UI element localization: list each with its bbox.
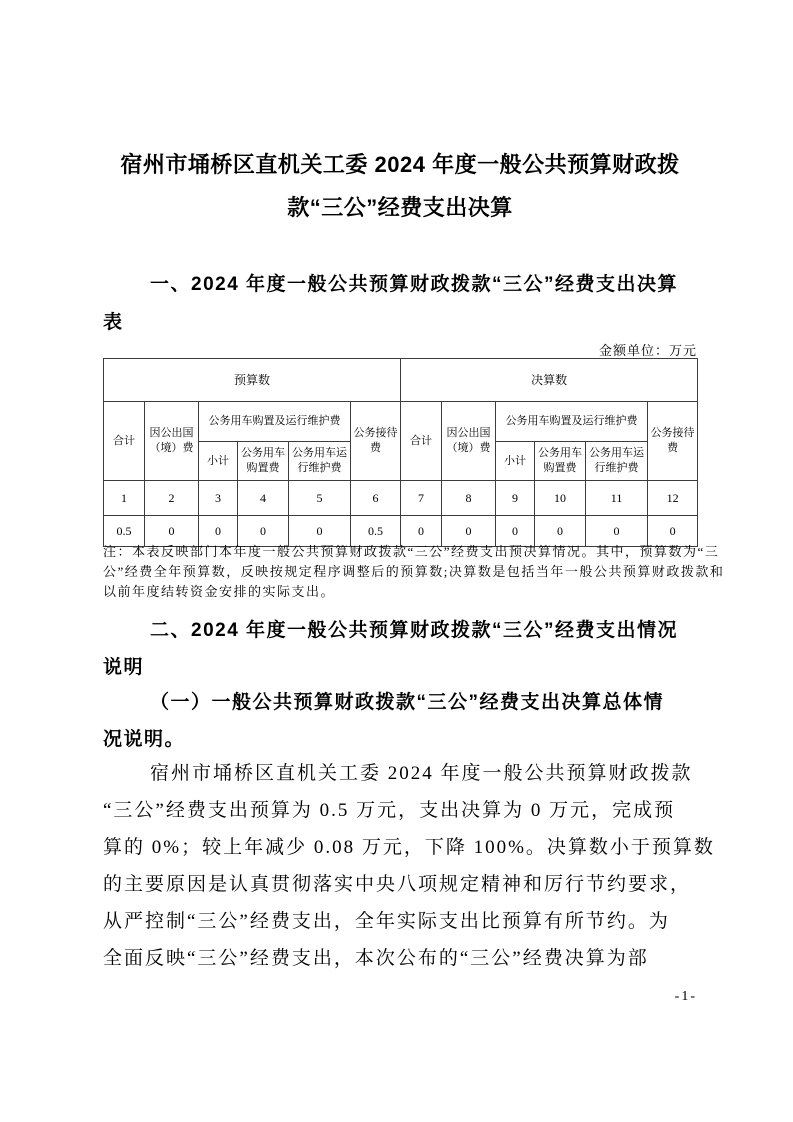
body-line: “三公”经费支出预算为 0.5 万元，支出决算为 0 万元，完成预	[103, 800, 676, 821]
table-cell: 0	[648, 516, 698, 547]
page-number: -1-	[674, 989, 697, 1004]
note-line: 公”经费全年预算数，反映按规定程序调整后的预算数;决算数是包括当年一般公共预算财政拨款和	[103, 564, 725, 579]
table-cell: 6	[351, 481, 401, 516]
table-cell: 0	[145, 516, 199, 547]
amount-unit-label: 金额单位：万元	[598, 343, 697, 358]
col-header-maintenance-final: 公务用车运行维护费	[586, 442, 648, 481]
section1-heading	[103, 266, 697, 342]
table-cell: 0	[442, 516, 496, 547]
table-row-column-numbers	[104, 481, 698, 516]
col-header-abroad-budget: 因公出国（境）费	[145, 402, 199, 481]
table-cell: 12	[648, 481, 698, 516]
table-cell: 0	[586, 516, 648, 547]
table-cell: 0	[535, 516, 586, 547]
heading-line: 一、2024 年度一般公共预算财政拨款“三公”经费支出决算	[150, 274, 679, 295]
heading-line: 况说明。	[103, 729, 186, 750]
table-cell: 0	[289, 516, 351, 547]
group-header-budget: 预算数	[104, 359, 401, 402]
table-cell: 3	[199, 481, 238, 516]
section2-heading	[103, 612, 697, 686]
table-cell: 0	[238, 516, 289, 547]
body-line: 从严控制“三公”经费支出，全年实际支出比预算有所节约。为	[103, 911, 670, 932]
col-header-total-final: 合计	[401, 402, 442, 481]
title-line: 宿州市埇桥区直机关工委 2024 年度一般公共预算财政拨	[120, 152, 680, 177]
table-row-group-headers	[104, 359, 698, 402]
col-header-abroad-final: 因公出国（境）费	[442, 402, 496, 481]
table-cell: 0	[199, 516, 238, 547]
col-header-vehicle-group-final: 公务用车购置及运行维护费	[496, 402, 648, 442]
col-header-total-budget: 合计	[104, 402, 145, 481]
table-cell: 5	[289, 481, 351, 516]
table-row-headers-1	[104, 402, 698, 442]
body-line: 宿州市埇桥区直机关工委 2024 年度一般公共预算财政拨款	[150, 763, 693, 784]
group-header-final: 决算数	[401, 359, 698, 402]
table-cell: 11	[586, 481, 648, 516]
table-cell: 2	[145, 481, 199, 516]
body-line: 全面反映“三公”经费支出，本次公布的“三公”经费决算为部	[103, 948, 649, 969]
table-cell: 8	[442, 481, 496, 516]
col-header-reception-final: 公务接待费	[648, 402, 698, 481]
table-cell: 0	[496, 516, 535, 547]
col-header-purchase-final: 公务用车购置费	[535, 442, 586, 481]
body-paragraph	[103, 755, 715, 977]
note-line: 以前年度结转资金安排的实际支出。	[103, 584, 336, 599]
table-cell: 0.5	[351, 516, 401, 547]
three-public-expense-table	[103, 358, 698, 547]
table-cell: 0	[401, 516, 442, 547]
table-cell: 1	[104, 481, 145, 516]
col-header-subtotal-final: 小计	[496, 442, 535, 481]
heading-line: 说明	[103, 657, 145, 678]
subsection1-heading	[103, 684, 697, 758]
title-line: 款“三公”经费支出决算	[287, 195, 513, 220]
table-note	[103, 542, 725, 602]
table-cell: 0.5	[104, 516, 145, 547]
table-cell: 9	[496, 481, 535, 516]
heading-line: 表	[103, 312, 124, 333]
col-header-subtotal-budget: 小计	[199, 442, 238, 481]
note-line: 注：本表反映部门本年度一般公共预算财政拨款“三公”经费支出预决算情况。其中，预算数为“三	[103, 544, 720, 559]
heading-line: 二、2024 年度一般公共预算财政拨款“三公”经费支出情况	[150, 620, 679, 641]
body-line: 的主要原因是认真贯彻落实中央八项规定精神和厉行节约要求，	[103, 874, 692, 895]
table-cell: 7	[401, 481, 442, 516]
heading-line: （一）一般公共预算财政拨款“三公”经费支出决算总体情	[150, 692, 665, 713]
col-header-maintenance-budget: 公务用车运行维护费	[289, 442, 351, 481]
col-header-reception-budget: 公务接待费	[351, 402, 401, 481]
col-header-purchase-budget: 公务用车购置费	[238, 442, 289, 481]
document-title	[103, 143, 697, 229]
table-cell: 10	[535, 481, 586, 516]
table-cell: 4	[238, 481, 289, 516]
col-header-vehicle-group-budget: 公务用车购置及运行维护费	[199, 402, 351, 442]
body-line: 算的 0%；较上年减少 0.08 万元，下降 100%。决算数小于预算数	[103, 837, 715, 858]
